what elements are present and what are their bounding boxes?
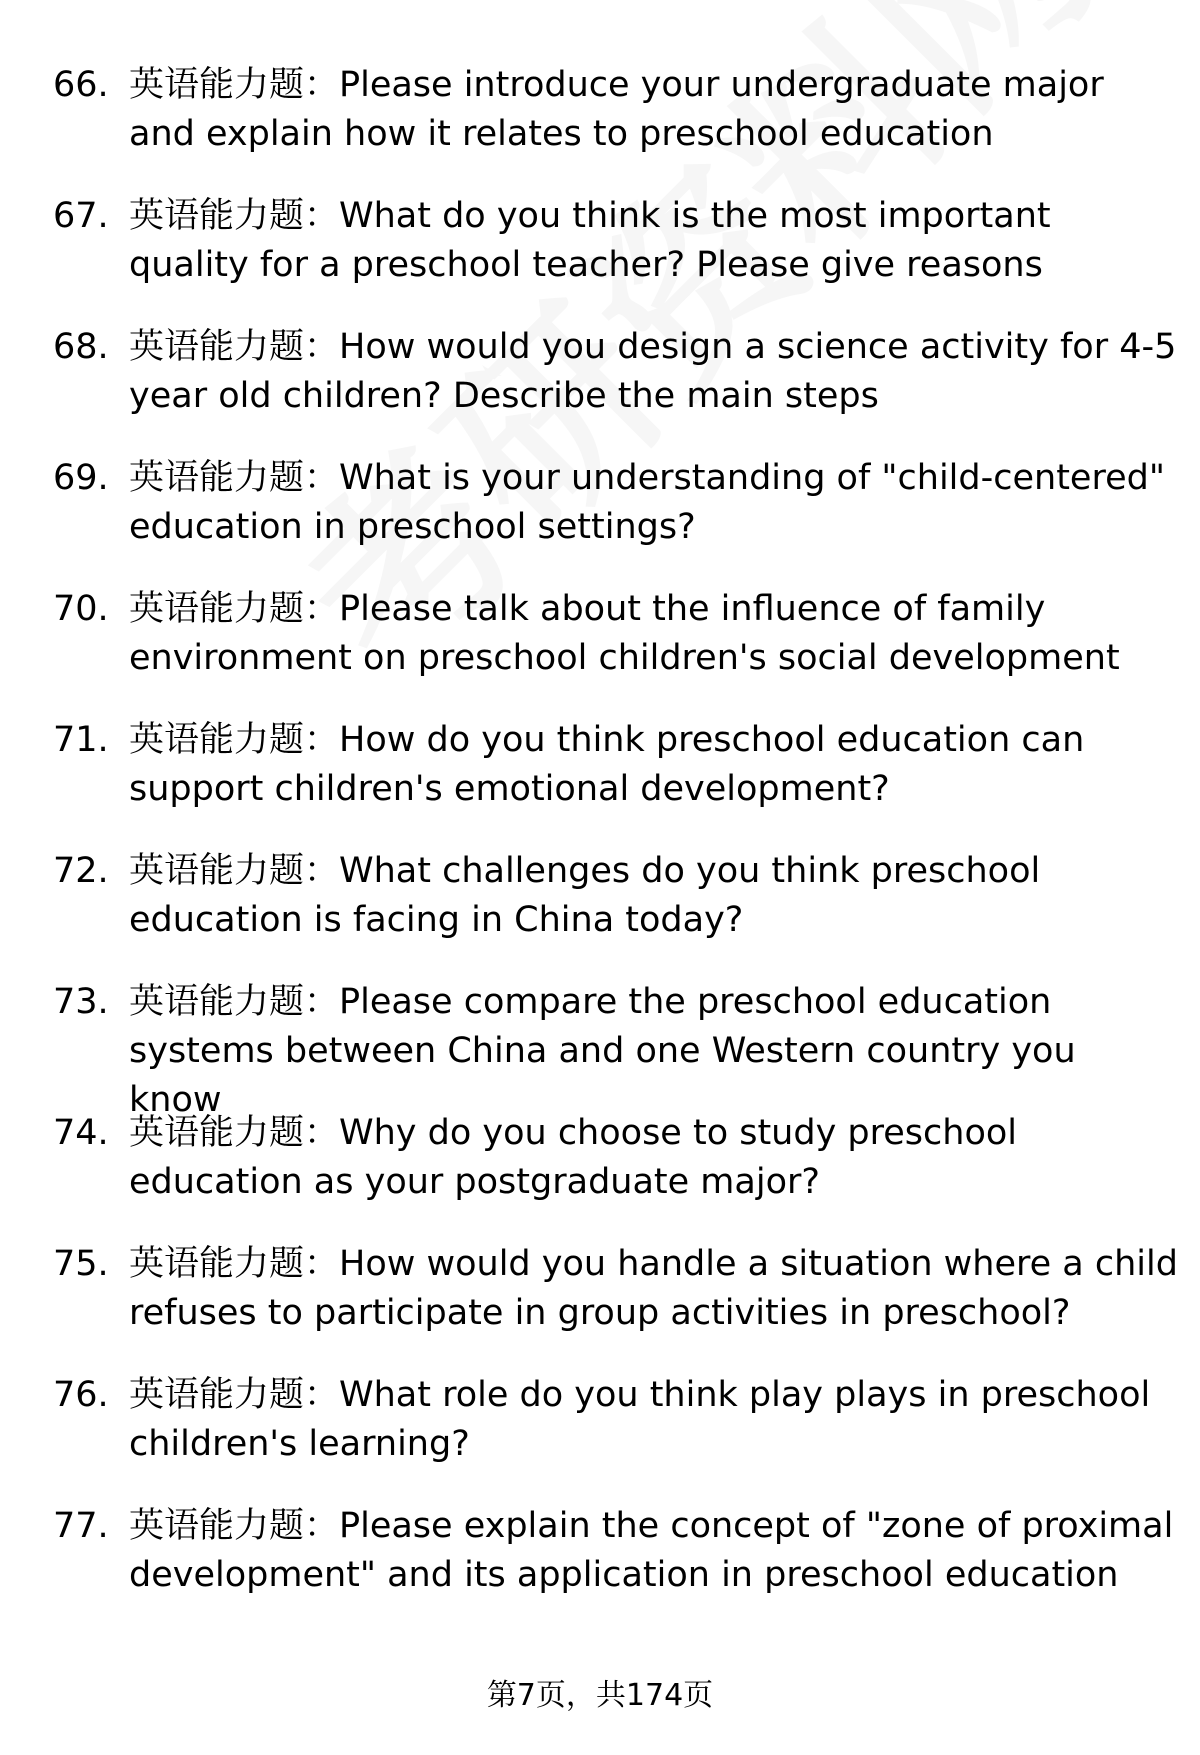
question-number: 66. [53,65,109,105]
question-text: 英语能力题：What do you think is the most important quality for a preschool teacher? Please give reasons [129,196,1051,285]
question-number: 73. [53,982,109,1022]
question-text: 英语能力题：What is your understanding of "child-centered" education in preschool settings? [129,458,1165,547]
question-number: 67. [53,196,109,236]
question-text: 英语能力题：What challenges do you think preschool education is facing in China today? [129,851,1041,940]
question-number: 76. [53,1375,109,1415]
question-text: 英语能力题：How do you think preschool education can support children's emotional development? [129,720,1085,809]
question-number: 69. [53,458,109,498]
question-text: 英语能力题：Please compare the preschool education systems between China and one Western country you know [129,982,1076,1120]
question-number: 72. [53,851,109,891]
question-text: 英语能力题：What role do you think play plays in preschool children's learning? [129,1375,1151,1464]
page-footer [0,1676,1200,1716]
question-text: 英语能力题：Please introduce your undergraduate major and explain how it relates to preschool education [129,65,1104,154]
question-text: 英语能力题：Please explain the concept of "zone of proximal development" and its application in preschool education [129,1506,1174,1595]
question-text: 英语能力题：Why do you choose to study preschool education as your postgraduate major? [129,1113,1018,1202]
question-number: 74. [53,1113,109,1153]
page-number-label: 第7页，共174页 [486,1678,714,1713]
question-number: 75. [53,1244,109,1284]
question-text: 英语能力题：How would you design a science activity for 4-5 year old children? Describe the main steps [129,327,1177,416]
question-text: 英语能力题：How would you handle a situation where a child refuses to participate in group activities in preschool? [129,1244,1178,1333]
question-number: 68. [53,327,109,367]
question-number: 71. [53,720,109,760]
question-text: 英语能力题：Please talk about the influence of family environment on preschool children's social development [129,589,1120,678]
question-number: 77. [53,1506,109,1546]
question-number: 70. [53,589,109,629]
